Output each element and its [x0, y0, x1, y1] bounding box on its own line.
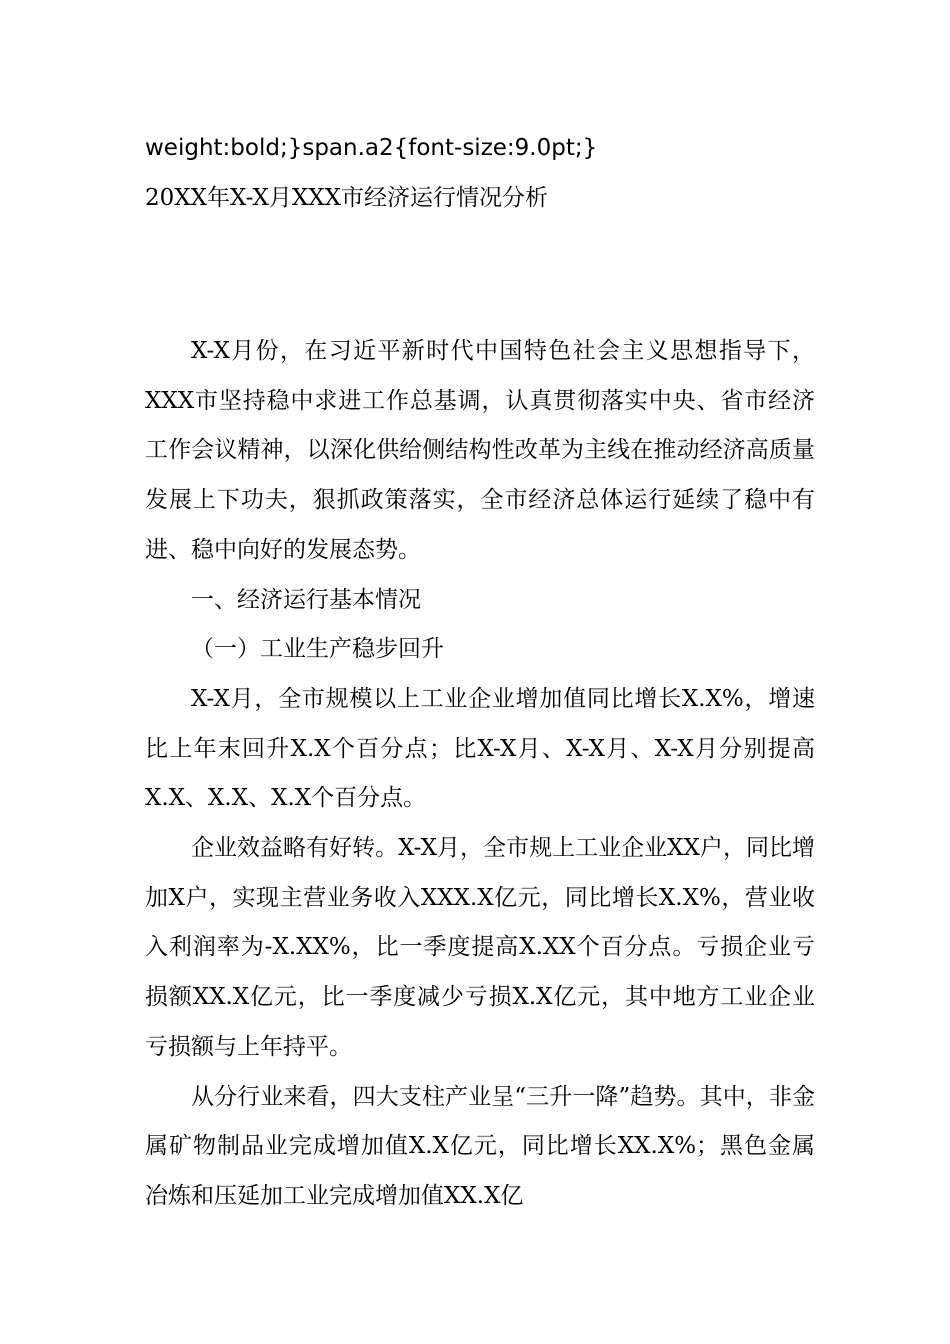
sector-breakdown-paragraph: 从分行业来看，四大支柱产业呈“三升一降”趋势。其中，非金属矿物制品业完成增加值X.X亿元，同比增长XX.X%；黑色金属冶炼和压延加工业完成增加值XX.X亿 [145, 1083, 815, 1209]
document-body [145, 327, 815, 1222]
css-residue-text: weight:bold;}span.a2{font-size:9.0pt;} [145, 135, 598, 161]
industry-growth-paragraph: X-X月，全市规模以上工业企业增加值同比增长X.X%，增速比上年末回升X.X个百分点；比X-X月、X-X月、X-X月分别提高X.X、X.X、X.X个百分点。 [145, 685, 815, 812]
intro-paragraph: X-X月份，在习近平新时代中国特色社会主义思想指导下，XXX市坚持稳中求进工作总基调，认真贯彻落实中央、省市经济工作会议精神，以深化供给侧结构性改革为主线在推动经济高质量发展上下功夫，狠抓政策落实，全市经济总体运行延续了稳中有进、稳中向好的发展态势。 [145, 338, 815, 563]
document-title: 20XX年X-X月XXX市经济运行情况分析 [145, 185, 549, 211]
enterprise-profit-paragraph: 企业效益略有好转。X-X月，全市规上工业企业XX户，同比增加X户，实现主营业务收入XXX.X亿元，同比增长X.X%，营业收入利润率为-X.XX%，比一季度提高X.XX个百分点。亏损企业亏损额XX.X亿元，比一季度减少亏损X.X亿元，其中地方工业企业亏损额与上年持平。 [145, 835, 815, 1060]
section-heading: 一、经济运行基本情况 [191, 586, 421, 613]
subsection-heading: （一）工业生产稳步回升 [191, 636, 444, 663]
